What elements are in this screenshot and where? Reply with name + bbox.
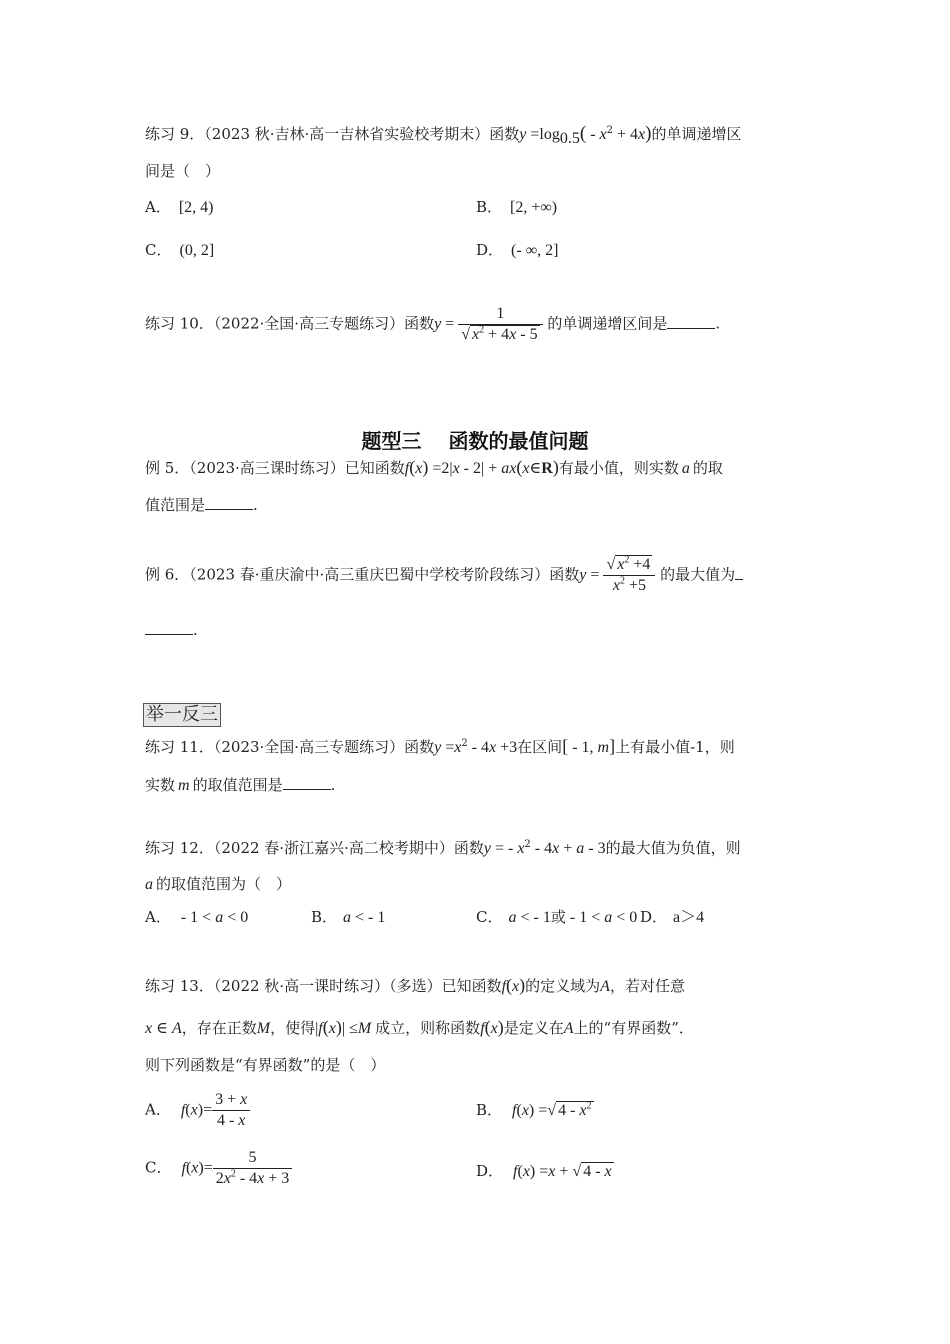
- ex9-option-b: B． [2, +∞): [476, 198, 558, 216]
- ex12-option-c: C． a < - 1或 - 1 < a < 0: [476, 908, 638, 926]
- ex12-line2: a 的取值范围为（ ）: [145, 875, 292, 893]
- exercise-10: 练习 10．（2022·全国·高三专题练习）函数y = $\frac{1}{√ x^2 + 4x - 5}$ 的单调递增区间是 .: [145, 305, 721, 343]
- e6-fraction: $\frac{√ x^2 +4}{x^2 +5}$: [603, 555, 655, 596]
- ex9-suffix: 的单调递增区: [651, 125, 742, 143]
- e5-prefix: 例 5．（2023·高三课时练习）已知函数: [145, 459, 405, 477]
- e5-line2: 值范围是 .: [145, 496, 258, 514]
- ex13-option-a: A． f(x)= $\frac{3 + x}{4 - x}$: [145, 1090, 250, 1131]
- ex13-prefix: 练习 13．（2022 秋·高一课时练习）（多选）已知函数: [145, 977, 502, 995]
- e6-line2: .: [145, 620, 805, 640]
- ex10-prefix: 练习 10．（2022·全国·高三专题练习）函数: [145, 314, 435, 333]
- exercise-11: 练习 11．（2023·全国·高三专题练习）函数$y =x^2 - 4x +3$在区间[ - 1, m]上有最小值-1，则: [145, 736, 735, 756]
- ex13-option-b: B． f(x) =√ $4 - x^2$: [476, 1100, 592, 1119]
- e5-suffix: 有最小值，则实数: [558, 459, 679, 477]
- ex12-prefix: 练习 12．（2022 春·浙江嘉兴·高二校考期中）函数: [145, 839, 484, 857]
- ex9-option-a: A． [2, 4): [145, 198, 214, 216]
- answer-blank: [145, 620, 193, 635]
- example-5: 例 5．（2023·高三课时练习）已知函数f(x) =2|x - 2| + ax(x∈R)有最小值，则实数 a 的取: [145, 457, 723, 477]
- ex12-option-d: D． a＞4: [640, 908, 705, 926]
- answer-blank: [667, 314, 715, 329]
- ex9-option-c: C． (0, 2]: [145, 241, 215, 259]
- ex13-line2: x ∈ A，存在正数M，使得|f(x)| ≤M 成立，则称函数f(x)是定义在A上的“有界函数”．: [145, 1017, 694, 1037]
- ex10-fraction: $\frac{1}{√ x^2 + 4x - 5}$: [458, 304, 542, 345]
- ex12-option-a: A． - 1 < a < 0: [145, 908, 249, 926]
- ex11-line2: 实数 m 的取值范围是 .: [145, 776, 336, 794]
- ex13-option-d: D． f(x) =x + √ 4 - x: [476, 1162, 612, 1180]
- ex9-line2: 间是（ ）: [145, 162, 221, 180]
- exercise-12: 练习 12．（2022 春·浙江嘉兴·高二校考期中）函数y = - $x^2 - 4x + a - 3$的最大值为负值，则: [145, 839, 741, 857]
- ex9-formula: y: [519, 126, 527, 143]
- e6-prefix: 例 6．（2023 春·重庆渝中·高三重庆巴蜀中学校考阶段练习）函数: [145, 565, 580, 584]
- ex9-prefix: 练习 9．（2023 秋·吉林·高一吉林省实验校考期末）函数: [145, 125, 520, 143]
- exercise-13: 练习 13．（2022 秋·高一课时练习）（多选）已知函数f(x)的定义域为A，若对任意: [145, 975, 685, 995]
- practice-tag: 举一反三: [143, 703, 221, 727]
- ex13-line3: 则下列函数是“有界函数”的是（ ）: [145, 1056, 386, 1074]
- ex9-option-d: D． (- ∞, 2]: [476, 241, 559, 259]
- example-6: 例 6．（2023 春·重庆渝中·高三重庆巴蜀中学校考阶段练习）函数y = $\frac{√ x^2 +4}{x^2 +5}$ 的最大值为: [145, 555, 805, 596]
- ex10-suffix: 的单调递增区间是: [547, 314, 668, 333]
- e6-suffix: 的最大值为: [660, 565, 736, 584]
- answer-blank: [283, 775, 331, 790]
- answer-blank: [205, 495, 253, 510]
- section-title: 题型三 函数的最值问题: [361, 429, 589, 453]
- ex13-option-c: C． f(x)= $\frac{5}{2x^2 - 4x + 3}$: [145, 1148, 292, 1189]
- exercise-9: 练习 9．（2023 秋·吉林·高一吉林省实验校考期末）函数$y =\log_{0.5}( - x^2 + 4x)$的单调递增区: [145, 123, 742, 147]
- ex11-prefix: 练习 11．（2023·全国·高三专题练习）函数: [145, 738, 435, 756]
- ex12-option-b: B． a < - 1: [311, 908, 386, 926]
